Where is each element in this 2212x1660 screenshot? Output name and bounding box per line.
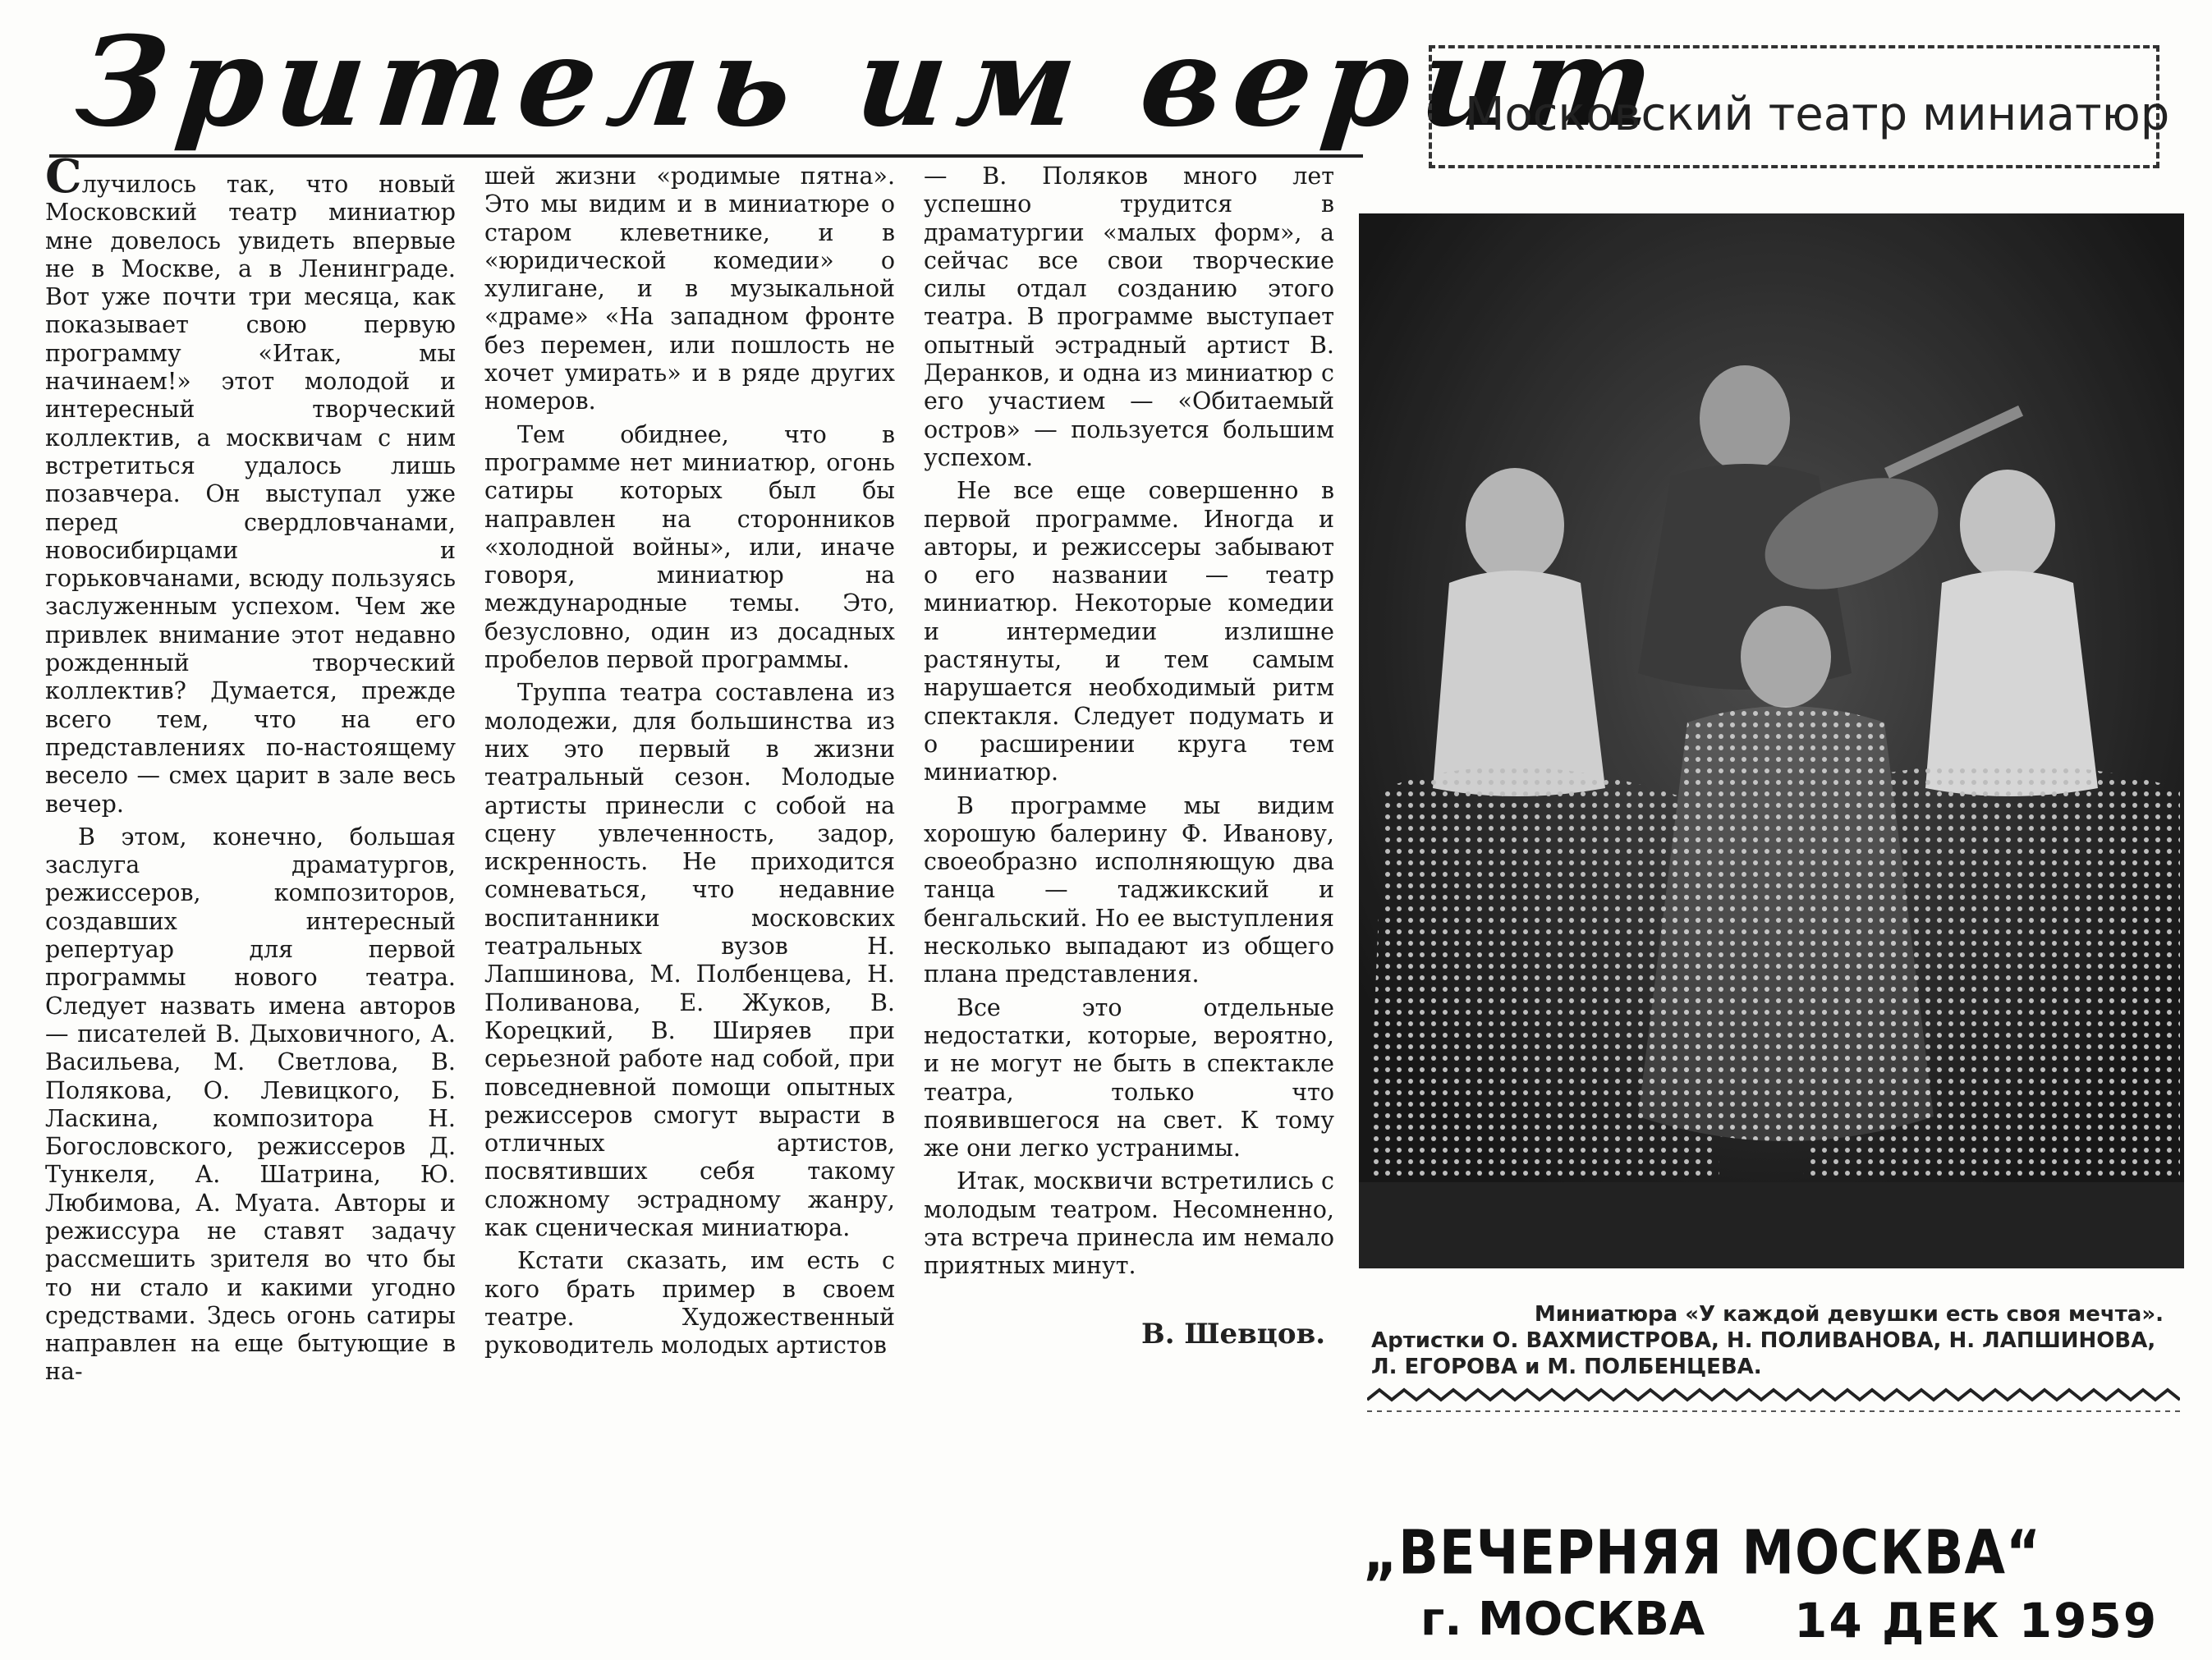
- caption-credits: Артистки О. ВАХМИСТРОВА, Н. ПОЛИВАНОВА, Н. ЛАПШИНОВА, Л. ЕГОРОВА и М. ПОЛБЕНЦЕВА.: [1371, 1328, 2156, 1379]
- article-column-2: [484, 163, 895, 1364]
- caption-title: Миниатюра «У каждой девушки есть своя мечта».: [1534, 1302, 2164, 1327]
- article-paragraph: В этом, конечно, большая заслуга драматургов, режиссеров, композиторов, создавших интересный репертуар для первой программы нового театра. Следует назвать имена авторов — писателей В. Дыховичного, А. Васильева, М. Светлова, В. Полякова, О. Левицкого, Б. Ласкина, композитора Н. Богословского, режиссеров Д. Тункеля, А. Шатрина, Ю. Любимова, А. Муата. Авторы и режиссура не ставят задачу рассмешить зрителя во что бы то ни стало и какими угодно средствами. Здесь огонь сатиры направлен на еще бытующие в на-: [45, 823, 456, 1386]
- newspaper-stamp: „ВЕЧЕРНЯЯ МОСКВА“: [1363, 1519, 2042, 1589]
- author-signature: В. Шевцов.: [1141, 1318, 1326, 1350]
- article-paragraph: [45, 149, 456, 819]
- article-column-1: [45, 149, 456, 1392]
- photo-illustration: [1359, 213, 2184, 1268]
- photo-caption: [1371, 1301, 2172, 1380]
- article-paragraph: Не все еще совершенно в первой программе. Иногда и авторы, и режиссеры забывают о его названии — театр миниатюр. Некоторые комедии и интермедии излишне растянуты, и тем самым нарушается необходимый ритм спектакля. Следует подумать и о расширении круга тем миниатюр.: [924, 477, 1334, 786]
- rubric-box: [1429, 45, 2170, 168]
- article-paragraph: шей жизни «родимые пятна». Это мы видим и в миниатюре о старом клеветнике, и в «юридической комедии» о хулигане, и в музыкальной «драме» «На западном фронте без перемен, или пошлость не хочет умирать» и в ряде других номеров.: [484, 163, 895, 415]
- stamp-date: 14 ДЕК 1959: [1794, 1593, 2159, 1649]
- headline-rule: [49, 154, 1363, 158]
- rubric-text: Московский театр миниатюр: [1465, 88, 2170, 141]
- paragraph-text: лучилось так, что новый Московский театр миниатюр мне довелось увидеть впервые не в Москве, а в Ленинграде. Вот уже почти три месяца, как показывает свою первую программу «Итак, мы начинаем!» этот молодой и интересный творческий коллектив, а москвичам с ним встретиться удалось лишь позавчера. Он выступал уже перед свердловчанами, новосибирцами и горьковчанами, всюду пользуясь заслуженным успехом. Чем же привлек внимание этот недавно рожденный творческий коллектив? Думается, прежде всего тем, что на его представлениях по-настоящему весело — смех царит в зале весь вечер.: [45, 171, 456, 818]
- zigzag-divider: [1367, 1383, 2180, 1416]
- article-column-3: [924, 163, 1334, 1286]
- article-paragraph: В программе мы видим хорошую балерину Ф. Иванову, своеобразно исполняющую два танца — таджикский и бенгальский. Но ее выступления несколько выпадают из общего плана представления.: [924, 791, 1334, 988]
- article-paragraph: — В. Поляков много лет успешно трудится в драматургии «малых форм», а сейчас все свои творческие силы отдал созданию этого театра. В программе выступает опытный эстрадный артист В. Деранков, и одна из миниатюр с его участием — «Обитаемый остров» — пользуется большим успехом.: [924, 163, 1334, 471]
- article-paragraph: Кстати сказать, им есть с кого брать пример в своем театре. Художественный руководитель молодых артистов: [484, 1247, 895, 1360]
- drop-cap: С: [45, 149, 82, 204]
- article-paragraph: Тем обиднее, что в программе нет миниатюр, огонь сатиры которых был бы направлен на сторонников «холодной войны», или, иначе говоря, миниатюр на международные темы. Это, безусловно, один из досадных пробелов первой программы.: [484, 420, 895, 674]
- article-paragraph: Итак, москвичи встретились с молодым театром. Несомненно, эта встреча принесла им немало приятных минут.: [924, 1167, 1334, 1280]
- article-headline: Зритель им верит: [70, 10, 1673, 154]
- stamp-city: г. МОСКВА: [1420, 1593, 1705, 1646]
- article-paragraph: Труппа театра составлена из молодежи, для большинства из них это первый в жизни театральный сезон. Молодые артисты принесли с собой на сцену увлеченность, задор, искренность. Не приходится сомневаться, что недавние воспитанники московских театральных вузов Н. Лапшинова, М. Полбенцева, Н. Поливанова, Е. Жуков, В. Корецкий, В. Ширяев при серьезной работе над собой, при повседневной помощи опытных режиссеров смогут вырасти в отличных артистов, посвятивших себя такому сложному эстрадному жанру, как сценическая миниатюра.: [484, 679, 895, 1241]
- article-paragraph: Все это отдельные недостатки, которые, вероятно, и не могут не быть в спектакле театра, только что появившегося на свет. К тому же они легко устранимы.: [924, 993, 1334, 1162]
- performance-photo: [1359, 213, 2184, 1268]
